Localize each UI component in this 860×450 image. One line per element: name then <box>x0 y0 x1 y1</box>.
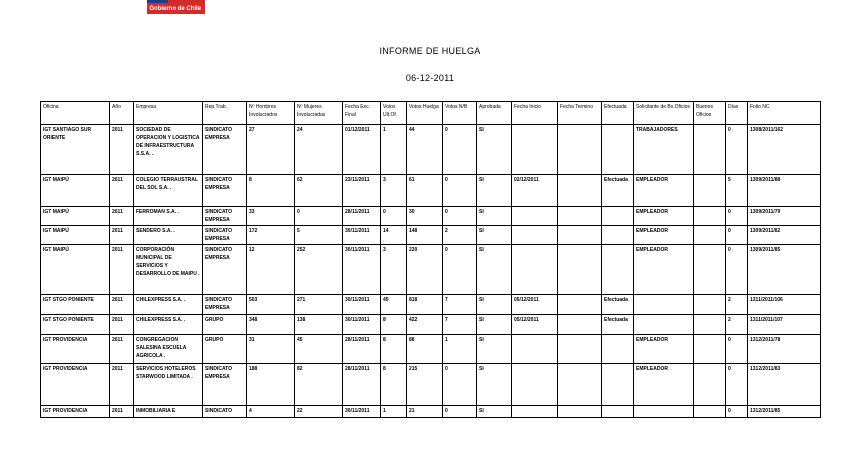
table-cell <box>512 364 558 406</box>
table-cell <box>558 364 602 406</box>
table-cell: 30/11/2011 <box>343 295 381 315</box>
table-cell: SI <box>477 125 512 175</box>
table-cell: 45 <box>295 335 343 364</box>
table-cell: 2 <box>726 295 748 315</box>
table-cell <box>558 226 602 245</box>
table-cell <box>512 245 558 295</box>
table-cell: IGT MAIPÚ <box>41 207 110 226</box>
table-row <box>41 207 821 226</box>
table-cell: 3 <box>381 175 407 207</box>
table-cell <box>602 207 634 226</box>
table-cell <box>558 245 602 295</box>
table-cell: 0 <box>443 245 477 295</box>
table-cell: 138 <box>295 315 343 335</box>
table-cell: SINDICATO <box>203 406 247 418</box>
table-cell: 1312/2011/78 <box>748 335 821 364</box>
column-header: Votos Huelga <box>407 102 443 125</box>
table-cell: 24 <box>295 125 343 175</box>
table-cell: IGT MAIPÚ <box>41 245 110 295</box>
column-header: Buenos Oficios <box>694 102 726 125</box>
table-body <box>41 125 821 418</box>
table-cell <box>512 226 558 245</box>
table-cell: 1308/2011/162 <box>748 125 821 175</box>
table-cell <box>694 315 726 335</box>
table-cell <box>634 406 694 418</box>
table-cell: 271 <box>295 295 343 315</box>
table-cell: Efectuada <box>602 315 634 335</box>
table-cell: 1309/2011/88 <box>748 175 821 207</box>
table-cell: 220 <box>407 245 443 295</box>
table-cell: SI <box>477 295 512 315</box>
table-cell <box>602 364 634 406</box>
table-cell <box>512 125 558 175</box>
table-row <box>41 364 821 406</box>
table-cell <box>512 406 558 418</box>
table-cell: SINDICATO EMPRESA <box>203 364 247 406</box>
table-cell: IGT PROVIDENCIA <box>41 364 110 406</box>
table-cell: 0 <box>726 335 748 364</box>
table-cell: IGT SANTIAGO SUR ORIENTE <box>41 125 110 175</box>
table-cell <box>558 207 602 226</box>
table-cell: 21 <box>407 406 443 418</box>
table-cell: 252 <box>295 245 343 295</box>
column-header: Votos Ult.Of. <box>381 102 407 125</box>
table-cell: 2 <box>443 226 477 245</box>
table-cell: 23/11/2011 <box>343 175 381 207</box>
table-cell: EMPLEADOR <box>634 226 694 245</box>
column-header: Año <box>110 102 134 125</box>
table-cell: 01/12/2011 <box>343 125 381 175</box>
strike-report-table <box>40 101 821 418</box>
table-row <box>41 406 821 418</box>
table-cell <box>558 175 602 207</box>
table-cell: 0 <box>726 245 748 295</box>
table-cell: 1312/2011/85 <box>748 406 821 418</box>
table-cell: 2011 <box>110 335 134 364</box>
table-cell: SI <box>477 364 512 406</box>
column-header: Nº Mujeres Involucradas <box>295 102 343 125</box>
table-cell: 02/12/2011 <box>512 175 558 207</box>
table-cell: 2011 <box>110 175 134 207</box>
table-cell: 8 <box>381 315 407 335</box>
table-header-row <box>41 102 821 125</box>
table-cell: 0 <box>443 175 477 207</box>
table-cell <box>694 175 726 207</box>
table-cell: 2011 <box>110 295 134 315</box>
table-cell: 30/11/2011 <box>343 226 381 245</box>
column-header: Efectuada <box>602 102 634 125</box>
column-header: Solicitante de Bs.Oficios <box>634 102 694 125</box>
table-cell: SI <box>477 315 512 335</box>
table-cell: 0 <box>443 406 477 418</box>
table-cell: 2011 <box>110 406 134 418</box>
column-header: Días <box>726 102 748 125</box>
column-header: Fecha Termino <box>558 102 602 125</box>
table-cell: 88 <box>407 335 443 364</box>
table-cell: SINDICATO EMPRESA <box>203 295 247 315</box>
table-cell: 8 <box>381 364 407 406</box>
table-cell: 28/11/2011 <box>343 335 381 364</box>
table-cell: 30/11/2011 <box>343 245 381 295</box>
table-cell: 3 <box>381 245 407 295</box>
table-cell: 33 <box>247 207 295 226</box>
table-cell: 172 <box>247 226 295 245</box>
table-cell: 1 <box>381 125 407 175</box>
column-header: Votos N/B <box>443 102 477 125</box>
table-cell <box>694 406 726 418</box>
table-cell <box>694 207 726 226</box>
table-cell <box>694 364 726 406</box>
table-cell: 0 <box>726 207 748 226</box>
table-cell <box>634 315 694 335</box>
table-cell: 2011 <box>110 125 134 175</box>
table-cell: 818 <box>407 295 443 315</box>
table-cell: 30/11/2011 <box>343 315 381 335</box>
table-cell: 4 <box>247 406 295 418</box>
table-cell: 0 <box>381 207 407 226</box>
report-date: 06-12-2011 <box>405 73 455 83</box>
table-cell <box>512 207 558 226</box>
table-cell: 2011 <box>110 207 134 226</box>
table-row <box>41 315 821 335</box>
column-header: Nº Hombres Involucrados <box>247 102 295 125</box>
table-cell <box>512 335 558 364</box>
table-cell: 5 <box>726 175 748 207</box>
table-row <box>41 226 821 245</box>
table-cell <box>694 335 726 364</box>
table-cell: 7 <box>443 315 477 335</box>
table-cell: SI <box>477 335 512 364</box>
table-cell: 31 <box>247 335 295 364</box>
table-row <box>41 175 821 207</box>
table-cell <box>602 335 634 364</box>
table-cell: 0 <box>443 364 477 406</box>
table-cell: IGT STGO PONIENTE <box>41 295 110 315</box>
table-row <box>41 245 821 295</box>
table-cell: INMOBILIARIA E <box>134 406 203 418</box>
table-cell: Efectuada <box>602 295 634 315</box>
logo-text: Gobierno de Chile <box>147 3 205 14</box>
table-row <box>41 295 821 315</box>
table-cell: SI <box>477 226 512 245</box>
table-cell <box>694 125 726 175</box>
table-cell: 0 <box>443 207 477 226</box>
table-cell: 1311/2011/106 <box>748 295 821 315</box>
table-cell: 27 <box>247 125 295 175</box>
column-header: Rep.Trab. <box>203 102 247 125</box>
table-cell: SI <box>477 175 512 207</box>
table-cell: COLEGIO TERRAUSTRAL DEL SOL S.A. . <box>134 175 203 207</box>
table-cell: SINDICATO EMPRESA <box>203 226 247 245</box>
table-cell: IGT MAIPÚ <box>41 226 110 245</box>
table-cell: 2011 <box>110 226 134 245</box>
table-cell <box>558 406 602 418</box>
table-cell: CONGREGACION SALESINA ESCUELA AGRICOLA . <box>134 335 203 364</box>
table-cell: SI <box>477 406 512 418</box>
table-cell: 28/11/2011 <box>343 207 381 226</box>
table-cell: FERROMAN S.A. . <box>134 207 203 226</box>
table-cell: 44 <box>407 125 443 175</box>
table-cell: 22 <box>295 406 343 418</box>
table-cell: 1311/2011/107 <box>748 315 821 335</box>
table-cell: 82 <box>295 364 343 406</box>
table-cell: SINDICATO EMPRESA <box>203 245 247 295</box>
table-cell: CHILEXPRESS S.A. . <box>134 315 203 335</box>
table-cell: 0 <box>726 226 748 245</box>
government-logo <box>147 0 205 14</box>
table-cell: 8 <box>381 335 407 364</box>
table-cell: 422 <box>407 315 443 335</box>
table-cell: 28/11/2011 <box>343 364 381 406</box>
table-cell: 12 <box>247 245 295 295</box>
table-cell <box>558 295 602 315</box>
table-cell: GRUPO <box>203 315 247 335</box>
flag-stripe <box>147 0 205 3</box>
table-cell: CORPORACIÓN MUNICIPAL DE SERVICIOS Y DESARROLLO DE MAIPU . <box>134 245 203 295</box>
table-cell <box>558 315 602 335</box>
table-cell: IGT PROVIDENCIA <box>41 406 110 418</box>
table-cell: 0 <box>726 125 748 175</box>
table-cell: 62 <box>295 175 343 207</box>
table-cell: 0 <box>726 364 748 406</box>
table-cell: 1 <box>381 406 407 418</box>
table-cell <box>694 245 726 295</box>
table-cell <box>634 295 694 315</box>
table-cell: GRUPO <box>203 335 247 364</box>
column-header: Aprobada <box>477 102 512 125</box>
table-cell: 2011 <box>110 364 134 406</box>
table-cell: IGT STGO PONIENTE <box>41 315 110 335</box>
table-cell: 2011 <box>110 315 134 335</box>
table-cell: 188 <box>247 364 295 406</box>
table-cell <box>602 125 634 175</box>
table-cell: IGT MAIPÚ <box>41 175 110 207</box>
table-cell <box>694 226 726 245</box>
table-cell <box>602 245 634 295</box>
table-cell: EMPLEADOR <box>634 245 694 295</box>
table-cell: 1312/2011/83 <box>748 364 821 406</box>
table-cell: 1 <box>443 335 477 364</box>
table-cell: 0 <box>295 207 343 226</box>
table-cell: 14 <box>381 226 407 245</box>
column-header: Oficina <box>41 102 110 125</box>
table-cell <box>558 125 602 175</box>
table-cell: 2 <box>726 315 748 335</box>
table-cell: Efectuada <box>602 175 634 207</box>
table-cell: 148 <box>407 226 443 245</box>
table-cell: 5 <box>295 226 343 245</box>
table-cell: 215 <box>407 364 443 406</box>
table-cell: 0 <box>443 125 477 175</box>
table-cell: IGT PROVIDENCIA <box>41 335 110 364</box>
table-cell: SOCIEDAD DE OPERACION Y LOGISTICA DE INFRAESTRUCTURA S.S.A. . <box>134 125 203 175</box>
report-title: INFORME DE HUELGA <box>379 46 481 56</box>
table-cell: SENDERO S.A. . <box>134 226 203 245</box>
table-cell: 503 <box>247 295 295 315</box>
table-cell: EMPLEADOR <box>634 364 694 406</box>
table-cell: 0 <box>726 406 748 418</box>
column-header: Fecha Exc. Final <box>343 102 381 125</box>
column-header: Folio NC <box>748 102 821 125</box>
table-cell <box>602 406 634 418</box>
table-cell: EMPLEADOR <box>634 175 694 207</box>
table-cell <box>558 335 602 364</box>
table-cell: SINDICATO EMPRESA <box>203 125 247 175</box>
table-cell: 1309/2011/79 <box>748 207 821 226</box>
table-row <box>41 125 821 175</box>
table-cell: 05/12/2011 <box>512 295 558 315</box>
table-cell: 348 <box>247 315 295 335</box>
table-cell: 30/11/2011 <box>343 406 381 418</box>
column-header: Empresa <box>134 102 203 125</box>
table-cell: SERVICIOS HOTELEROS STARWOOD LIMITADA . <box>134 364 203 406</box>
table-cell: 30 <box>407 207 443 226</box>
table-cell: 7 <box>443 295 477 315</box>
table-cell: EMPLEADOR <box>634 335 694 364</box>
table-row <box>41 335 821 364</box>
table-cell: TRABAJADORES <box>634 125 694 175</box>
table-cell: SINDICATO EMPRESA <box>203 207 247 226</box>
table-cell: SI <box>477 207 512 226</box>
table-cell: 45 <box>381 295 407 315</box>
table-cell: CHILEXPRESS S.A. . <box>134 295 203 315</box>
table-cell: SINDICATO EMPRESA <box>203 175 247 207</box>
table-cell: 61 <box>407 175 443 207</box>
column-header: Fecha Inicio <box>512 102 558 125</box>
table-cell: SI <box>477 245 512 295</box>
table-cell: EMPLEADOR <box>634 207 694 226</box>
table-cell <box>694 295 726 315</box>
table-cell: 05/12/2011 <box>512 315 558 335</box>
table-cell <box>602 226 634 245</box>
table-cell: 8 <box>247 175 295 207</box>
table-cell: 1309/2011/85 <box>748 245 821 295</box>
table-cell: 1309/2011/82 <box>748 226 821 245</box>
table-cell: 2011 <box>110 245 134 295</box>
